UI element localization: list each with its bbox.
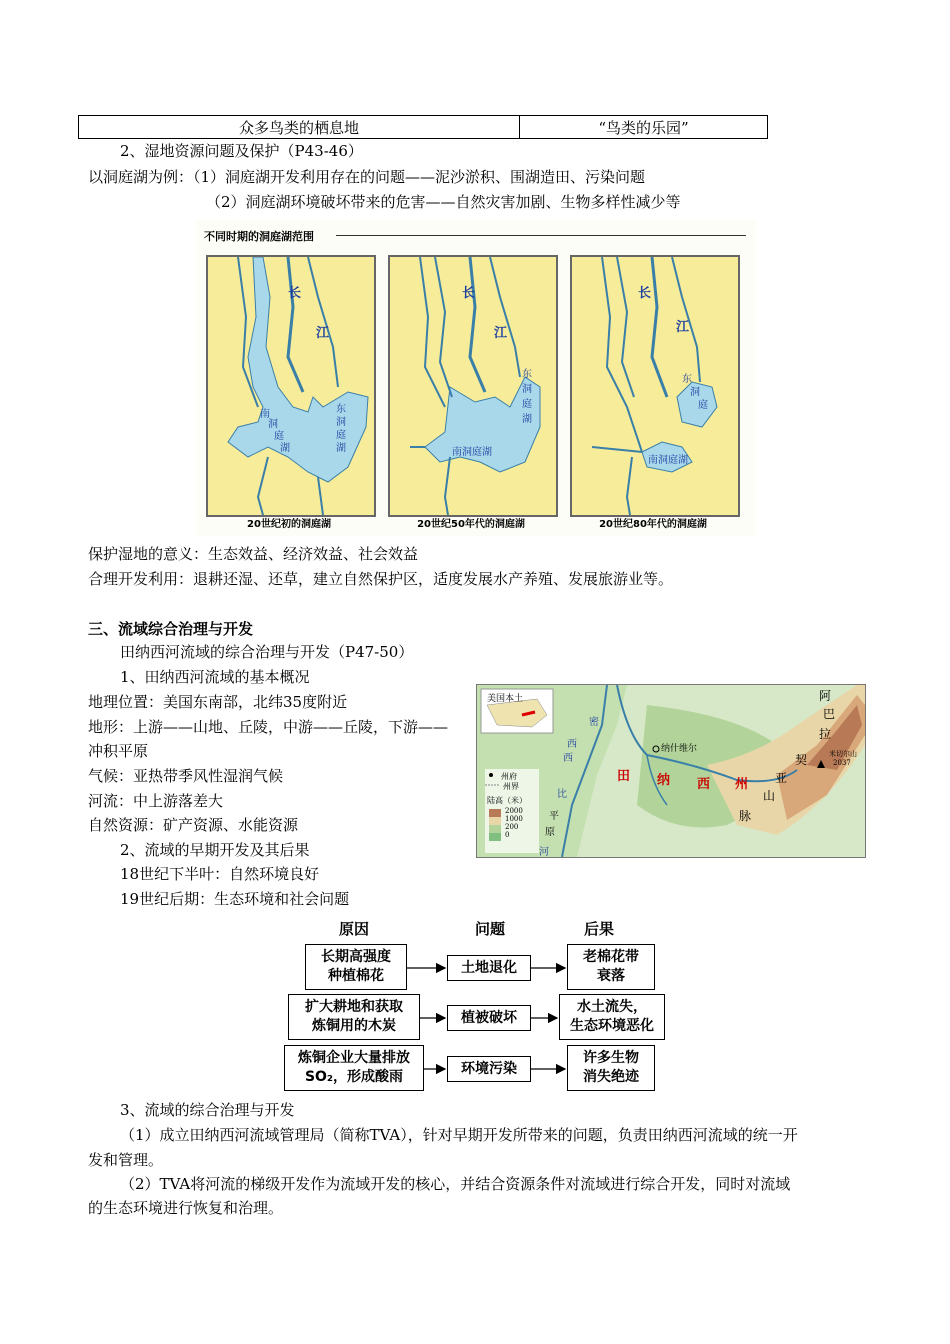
lake-label: 湖 <box>280 443 290 454</box>
cause-box-3: 炼铜企业大量排放 SO₂，形成酸雨 <box>284 1045 424 1091</box>
legend-border: 州界 <box>503 782 519 791</box>
peak-height: 2037 <box>833 759 851 767</box>
lake-label: 庭 <box>336 430 346 441</box>
tva-para-1-cont: 发和管理。 <box>88 1151 164 1169</box>
lake-label: 东 <box>336 404 346 415</box>
caption-early-1900s: 20世纪初的洞庭湖 <box>247 519 331 530</box>
legend-title: 陆高（米） <box>487 796 527 805</box>
heading-wetland: 2、湿地资源问题及保护（P43-46） <box>120 142 363 160</box>
lake-label: 洞 <box>522 384 532 395</box>
map-label: 西 <box>697 777 711 792</box>
legend-value: 0 <box>505 831 510 839</box>
legend-value: 1000 <box>505 815 523 823</box>
result-box-1: 老棉花带 衰落 <box>567 944 655 990</box>
map-label: 平 <box>549 811 559 822</box>
problem-box-2: 植被破坏 <box>447 1005 531 1031</box>
river-label-chang: 长 <box>462 286 476 301</box>
map-label: 巴 <box>823 707 836 721</box>
caption-1950s: 20世纪50年代的洞庭湖 <box>417 519 525 530</box>
lake-label: 南洞庭湖 <box>452 447 492 458</box>
climate-line: 气候：亚热带季风性湿润气候 <box>88 767 284 785</box>
result-box-2: 水土流失， 生态环境恶化 <box>559 994 665 1040</box>
dongting-harms: （2）洞庭湖环境破坏带来的危害——自然灾害加剧、生物多样性减少等 <box>206 193 681 211</box>
map-label: 山 <box>763 789 776 803</box>
header-cause: 原因 <box>339 920 370 938</box>
legend-value: 200 <box>505 823 519 831</box>
map-label: 西 <box>567 739 577 750</box>
map-label: 契 <box>795 753 808 767</box>
lake-label: 南 <box>260 409 270 420</box>
legend-value: 2000 <box>505 807 523 815</box>
river-line: 河流：中上游落差大 <box>88 792 224 810</box>
peak-label: 米切尔山 <box>829 750 857 758</box>
legend-capital: 州府 <box>501 772 517 781</box>
river-label-chang: 长 <box>288 286 302 301</box>
resources-line: 自然资源：矿产资源、水能资源 <box>88 816 299 834</box>
tva-para-2-cont: 的生态环境进行恢复和治理。 <box>88 1199 284 1217</box>
table-cell-right: “鸟类的乐园” <box>520 116 768 139</box>
table-cell-left: 众多鸟类的栖息地 <box>79 116 520 139</box>
lake-label: 洞 <box>268 419 278 430</box>
lake-label: 东 <box>522 369 532 380</box>
problem-box-1: 土地退化 <box>447 955 531 981</box>
header-problem: 问题 <box>475 920 506 938</box>
map-label: 密 <box>589 717 599 728</box>
lake-label: 庭 <box>698 400 708 411</box>
location-line: 地理位置：美国东南部，北纬35度附近 <box>88 693 348 711</box>
cause-box-2: 扩大耕地和获取 炼铜用的木炭 <box>288 994 420 1040</box>
wetland-use: 合理开发利用：退耕还湿、还草，建立自然保护区，适度发展水产养殖、发展旅游业等。 <box>88 570 674 588</box>
header-result: 后果 <box>584 920 615 938</box>
tva-para-2: （2）TVA将河流的梯级开发作为流域开发的核心，并结合资源条件对流域进行综合开发，同时对流域 <box>120 1175 791 1193</box>
map-label: 原 <box>545 827 555 838</box>
map-label: 阿 <box>819 689 832 703</box>
section-three-title: 三、流域综合治理与开发 <box>88 620 254 638</box>
lake-label: 东 <box>682 374 692 385</box>
result-box-3: 许多生物 消失绝迹 <box>567 1045 655 1091</box>
terrain-line: 地形：上游——山地、丘陵，中游——丘陵，下游—— <box>88 718 449 736</box>
figure-title: 不同时期的洞庭湖范围 <box>204 230 314 243</box>
map-label: 河 <box>539 847 549 858</box>
cause-box-1: 长期高强度 种植棉花 <box>305 944 407 990</box>
caption-1980s: 20世纪80年代的洞庭湖 <box>599 519 707 530</box>
wetland-significance: 保护湿地的意义：生态效益、经济效益、社会效益 <box>88 545 419 563</box>
map-label: 州 <box>735 777 749 792</box>
tennessee-heading: 田纳西河流域的综合治理与开发（P47-50） <box>120 643 414 661</box>
tva-para-1: （1）成立田纳西河流域管理局（简称TVA），针对早期开发所带来的问题，负责田纳西河流域的统一开 <box>120 1126 798 1144</box>
river-label-jiang: 江 <box>494 326 508 341</box>
map-label: 田 <box>617 769 631 784</box>
river-label-jiang: 江 <box>316 326 330 341</box>
subheading-early-dev: 2、流域的早期开发及其后果 <box>120 841 310 859</box>
inset-label: 美国本土 <box>487 694 524 704</box>
map-label: 比 <box>557 789 567 800</box>
map-label: 拉 <box>819 727 832 741</box>
lake-label: 庭 <box>274 431 284 442</box>
century-18-line: 18世纪下半叶：自然环境良好 <box>120 865 320 883</box>
river-label-jiang: 江 <box>676 320 690 335</box>
century-19-line: 19世纪后期：生态环境和社会问题 <box>120 890 350 908</box>
lake-label: 庭 <box>522 399 532 410</box>
lake-label: 南洞庭湖 <box>648 455 688 466</box>
city-label: 纳什维尔 <box>661 744 698 754</box>
terrain-line-cont: 冲积平原 <box>88 742 149 760</box>
problem-box-3: 环境污染 <box>447 1056 531 1082</box>
map-label: 亚 <box>775 771 788 785</box>
lake-label: 湖 <box>522 414 532 425</box>
dongting-problems: 以洞庭湖为例：（1）洞庭湖开发利用存在的问题——泥沙淤积、围湖造田、污染问题 <box>88 168 646 186</box>
map-label: 纳 <box>657 773 671 788</box>
lake-label: 洞 <box>336 417 346 428</box>
river-label-chang: 长 <box>638 286 652 301</box>
map-label: 西 <box>563 753 573 764</box>
subheading-overview: 1、田纳西河流域的基本概况 <box>120 668 310 686</box>
lake-label: 湖 <box>336 443 346 454</box>
lake-label: 洞 <box>690 387 700 398</box>
map-label: 脉 <box>739 809 752 823</box>
subheading-governance: 3、流域的综合治理与开发 <box>120 1101 295 1119</box>
